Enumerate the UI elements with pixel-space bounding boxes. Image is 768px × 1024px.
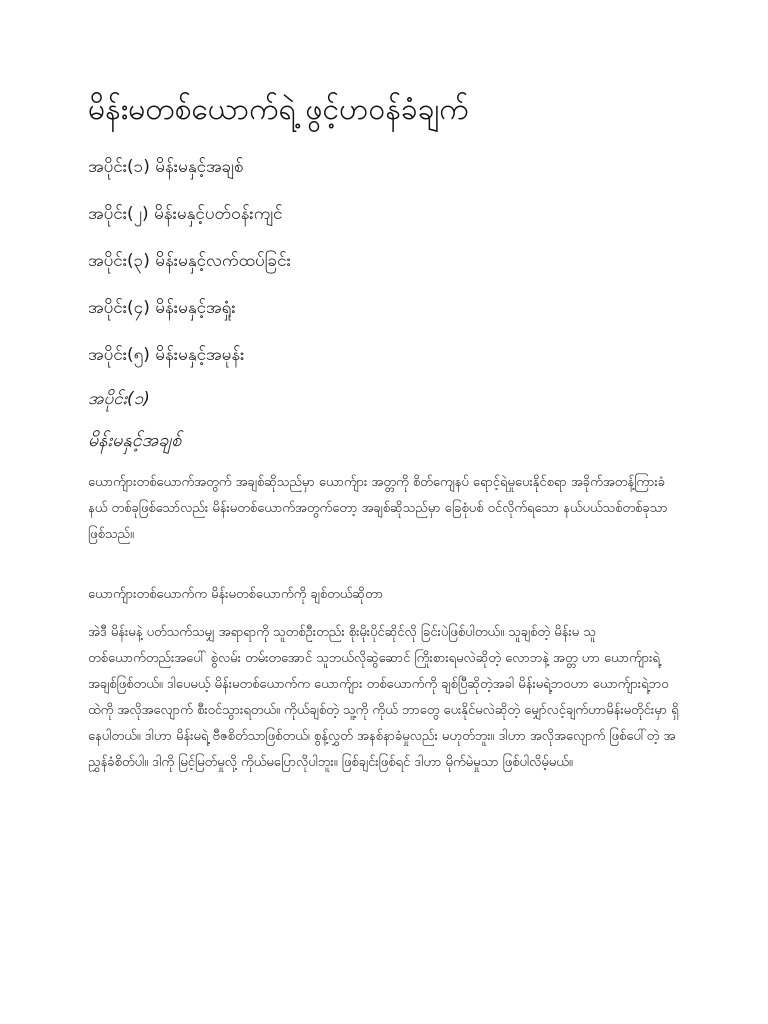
toc-item-part-4: အပိုင်း(၄) မိန်းမနှင့်အရှုံး <box>88 298 236 318</box>
body-paragraph-2: အဲဒီ မိန်းမနဲ့ ပတ်သက်သမျှ အရာရာကို သူတစ်ဦးတည်း စိုးမိုးပိုင်ဆိုင်လို ခြင်းပဲဖြစ်ပါတယ်။ သူချစ်တဲ့ မိန်းမ သူ တစ်ယောက်တည်းအပေါ် စွဲလမ်း တမ်းတအောင် သူဘယ်လိုဆွဲဆောင် ကြိုးစားရမလဲဆိုတဲ့ လောဘနဲ့ အတ္တ ဟာ ယောက်ျားရဲ့ အချစ်ဖြစ်တယ်။ ဒါပေမယ့် မိန်းမတစ်ယောက်က ယောက်ျား တစ်ယောက်ကို ချစ်ပြီဆိုတဲ့အခါ မိန်းမရဲ့ဘဝဟာ ယောက်ျားရဲ့ဘဝထဲကို အလိုအလျောက် စီးဝင်သွားရတယ်။ ကိုယ်ချစ်တဲ့ သူ့ကို ကိုယ် ဘာတွေ ပေးနိုင်မလဲဆိုတဲ့ မျှော်လင့်ချက်ဟာမိန်းမတိုင်းမှာ ရှိနေပါတယ်။ ဒါဟာ မိန်းမရဲ့ ဗီဇစိတ်သာဖြစ်တယ်၊ စွန့်လွှတ် အနစ်နာခံမှုလည်း မဟုတ်ဘူး။ ဒါဟာ အလိုအလျောက် ဖြစ်ပေါ်တဲ့ အညွှန်ခံစိတ်ပါ။ ဒါကို မြင့်မြတ်မှုလို့ ကိုယ်မပြောလိုပါဘူး။ ဖြစ်ချင်းဖြစ်ရင် ဒါဟာ မိုက်မဲမှုသာ ဖြစ်ပါလိမ့်မယ်။ <box>88 625 679 770</box>
section-subheading: ယောက်ျားတစ်ယောက်က မိန်းမတစ်ယောက်ကို ချစ်တယ်ဆိုတာ <box>88 587 383 602</box>
part-heading: မိန်းမနှင့်အချစ် <box>88 430 182 451</box>
toc-item-part-3: အပိုင်း(၃) မိန်းမနှင့်လက်ထပ်ခြင်း <box>88 251 291 271</box>
document-title: မိန်းမတစ်ယောက်ရဲ့ ဖွင့်ဟဝန်ခံချက် <box>88 92 469 127</box>
toc-item-part-2: အပိုင်း(၂) မိန်းမနှင့်ပတ်ဝန်းကျင် <box>88 204 283 224</box>
body-paragraph-1: ယောက်ျားတစ်ယောက်အတွက် အချစ်ဆိုသည်မှာ ယောက်ျား အတ္တကို စိတ်ကျေနပ် ရောင့်ရဲမှုပေးနိုင်စရာ အခိုက်အတန့်ကြားခံနယ် တစ်ခုဖြစ်သော်လည်း မိန်းမတစ်ယောက်အတွက်တော့ အချစ်ဆိုသည်မှာ ခြေစုံပစ် ဝင်လိုက်ရသော နယ်ပယ်သစ်တစ်ခုသာဖြစ်သည်။ <box>88 475 668 542</box>
part-label: အပိုင်း(၁) <box>88 389 150 409</box>
toc-item-part-1: အပိုင်း(၁) မိန်းမနှင့်အချစ် <box>88 157 244 177</box>
table-of-contents <box>88 152 680 370</box>
toc-item-part-5: အပိုင်း(၅) မိန်းမနှင့်အမုန်း <box>88 345 245 365</box>
